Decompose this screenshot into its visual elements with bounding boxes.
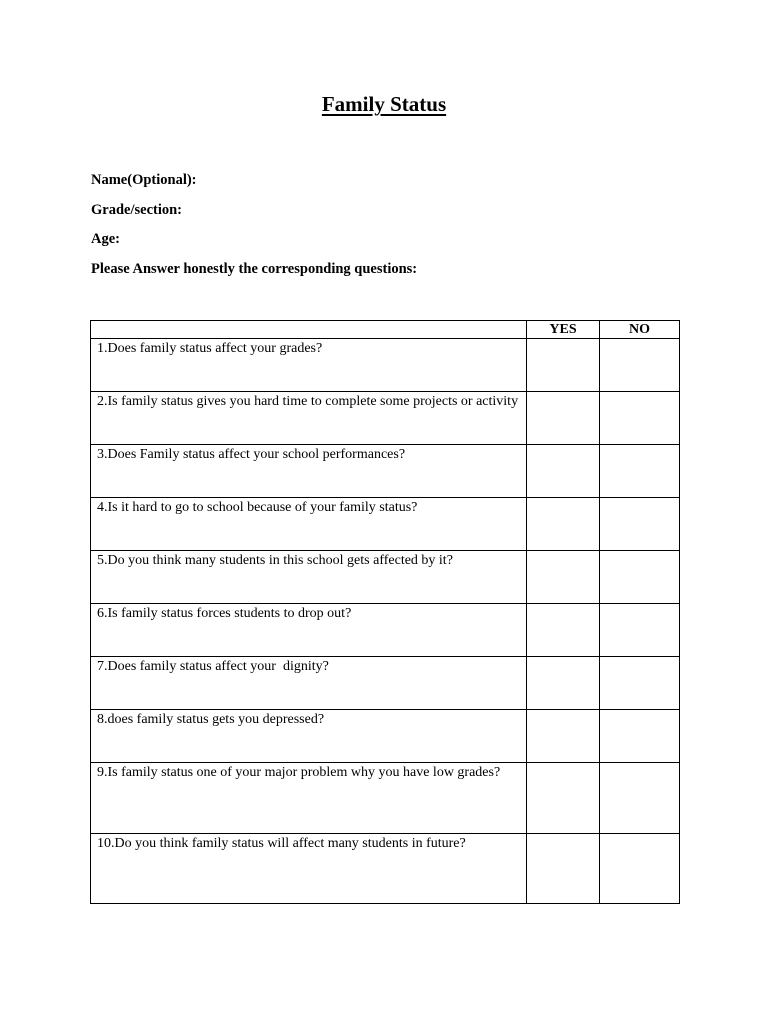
table-row	[91, 498, 680, 551]
no-column-header: NO	[600, 321, 680, 339]
question-text: 3.Does Family status affect your school performances?	[91, 445, 527, 498]
yes-answer-cell[interactable]	[527, 339, 600, 392]
yes-answer-cell[interactable]	[527, 763, 600, 834]
table-row	[91, 657, 680, 710]
yes-answer-cell[interactable]	[527, 392, 600, 445]
question-text: 9.Is family status one of your major problem why you have low grades?	[91, 763, 527, 834]
question-column-header	[91, 321, 527, 339]
table-row	[91, 339, 680, 392]
table-row	[91, 834, 680, 904]
yes-answer-cell[interactable]	[527, 551, 600, 604]
question-text: 7.Does family status affect your dignity?	[91, 657, 527, 710]
yes-column-header: YES	[527, 321, 600, 339]
no-answer-cell[interactable]	[600, 604, 680, 657]
survey-table	[90, 320, 680, 904]
table-row	[91, 445, 680, 498]
table-row	[91, 710, 680, 763]
question-text: 2.Is family status gives you hard time to complete some projects or activity	[91, 392, 527, 445]
question-text: 5.Do you think many students in this school gets affected by it?	[91, 551, 527, 604]
yes-answer-cell[interactable]	[527, 834, 600, 904]
no-answer-cell[interactable]	[600, 445, 680, 498]
table-row	[91, 604, 680, 657]
no-answer-cell[interactable]	[600, 392, 680, 445]
question-text: 4.Is it hard to go to school because of your family status?	[91, 498, 527, 551]
name-field-label: Name(Optional):	[91, 172, 197, 188]
question-text: 10.Do you think family status will affect many students in future?	[91, 834, 527, 904]
question-text: 1.Does family status affect your grades?	[91, 339, 527, 392]
no-answer-cell[interactable]	[600, 551, 680, 604]
table-row	[91, 551, 680, 604]
instruction-text: Please Answer honestly the corresponding questions:	[91, 261, 418, 277]
age-field-label: Age:	[91, 231, 120, 247]
question-text: 8.does family status gets you depressed?	[91, 710, 527, 763]
no-answer-cell[interactable]	[600, 339, 680, 392]
table-header-row	[91, 321, 680, 339]
no-answer-cell[interactable]	[600, 710, 680, 763]
page-title: Family Status	[321, 92, 447, 116]
question-text: 6.Is family status forces students to drop out?	[91, 604, 527, 657]
yes-answer-cell[interactable]	[527, 710, 600, 763]
no-answer-cell[interactable]	[600, 763, 680, 834]
grade-section-field-label: Grade/section:	[91, 202, 183, 218]
yes-answer-cell[interactable]	[527, 445, 600, 498]
no-answer-cell[interactable]	[600, 834, 680, 904]
table-row	[91, 392, 680, 445]
table-row	[91, 763, 680, 834]
yes-answer-cell[interactable]	[527, 604, 600, 657]
no-answer-cell[interactable]	[600, 498, 680, 551]
yes-answer-cell[interactable]	[527, 498, 600, 551]
yes-answer-cell[interactable]	[527, 657, 600, 710]
no-answer-cell[interactable]	[600, 657, 680, 710]
